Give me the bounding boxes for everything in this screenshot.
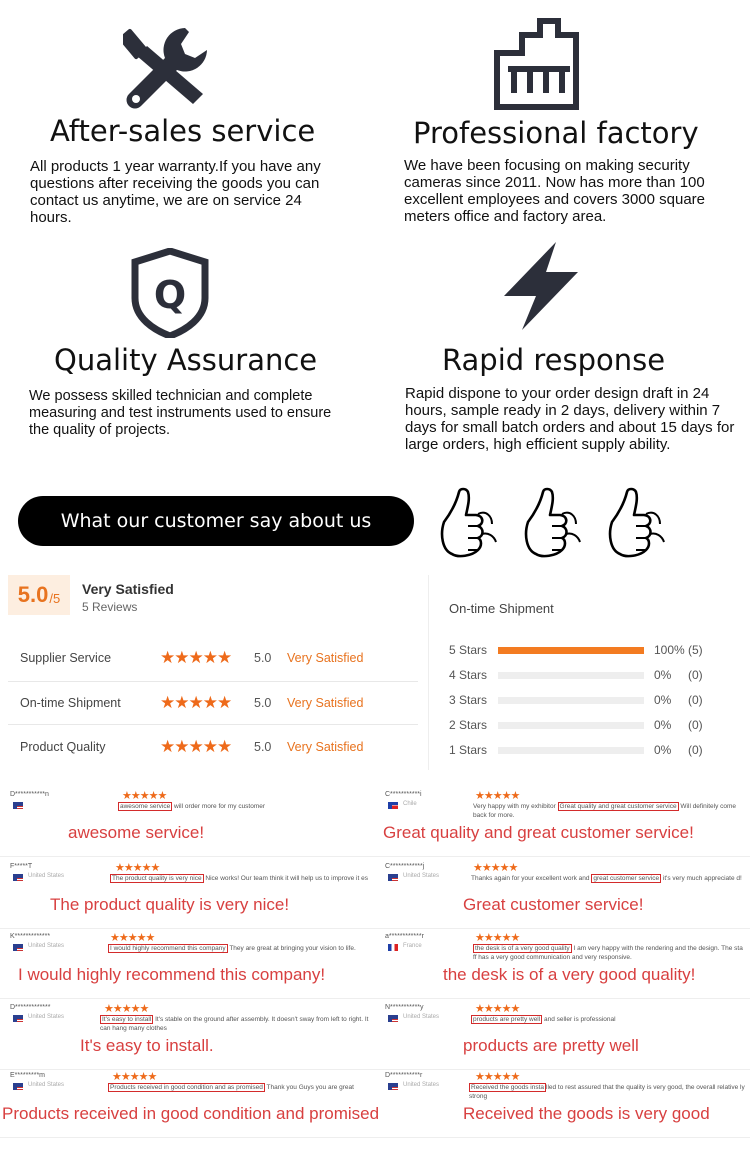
review-text-rest: They are great at bringing your vision to life. <box>227 945 356 952</box>
review-caption: It's easy to install. <box>80 1036 214 1055</box>
distribution-row <box>449 640 749 660</box>
divider <box>428 575 429 770</box>
review-card <box>0 927 375 999</box>
distribution-count: (0) <box>688 743 703 757</box>
review-stars: ★★★★★ <box>475 1003 520 1015</box>
review-text <box>118 802 370 820</box>
review-text-rest: Nice works! Our team think it will help us to improve it es <box>203 875 368 882</box>
review-highlight: products are pretty well <box>473 1016 541 1023</box>
review-caption: products are pretty well <box>463 1036 639 1055</box>
review-stars: ★★★★★ <box>475 932 520 944</box>
reviewer-name: a************r <box>385 933 424 940</box>
distribution-count: (0) <box>688 668 703 682</box>
distribution-label: 1 Stars <box>449 743 488 757</box>
review-text <box>471 874 745 892</box>
category-level: Very Satisfied <box>287 696 364 710</box>
review-text <box>108 1083 370 1101</box>
score-value: 5.0 <box>17 582 49 607</box>
thumbs-up-icon <box>442 489 496 556</box>
review-caption: Great quality and great customer service! <box>383 823 694 842</box>
distribution-count: (0) <box>688 693 703 707</box>
star-rating: ★★★★★ <box>160 693 232 712</box>
review-text-rest: It's stable on the ground after assembly. It doesn't sway from left to right. It can hang many clothes <box>100 1016 369 1032</box>
review-highlight: Products received in good condition and as promised <box>110 1084 263 1091</box>
category-name: On-time Shipment <box>20 696 121 710</box>
feature-description: We possess skilled technician and complete measuring and test instruments used to ensure the quality of projects. <box>29 388 332 438</box>
thumbs-up-group <box>432 478 682 568</box>
reviewer-name: E*********m <box>10 1072 46 1079</box>
feature-title: Quality Assurance <box>54 343 318 377</box>
review-text-rest: will order more for my customer <box>172 803 266 810</box>
distribution-label: 5 Stars <box>449 643 488 657</box>
country-flag-icon <box>388 944 398 951</box>
review-highlight: It's easy to install <box>102 1016 152 1023</box>
reviewer-country: France <box>403 943 422 949</box>
reviews-count: 5 Reviews <box>82 600 138 614</box>
reviewer-country: Chile <box>403 801 417 807</box>
review-card <box>0 785 375 857</box>
review-text-rest: Thank you Guys you are great <box>264 1084 354 1091</box>
review-card <box>375 1066 750 1138</box>
reviewer-name: D***********n <box>10 791 49 798</box>
reviewer-country: United States <box>28 873 65 879</box>
distribution-label: 2 Stars <box>449 718 488 732</box>
reviewer-country: United States <box>403 873 440 879</box>
score-max: /5 <box>49 590 61 606</box>
review-caption: Products received in good condition and promised <box>2 1104 380 1123</box>
review-card <box>375 927 750 999</box>
factory-icon <box>492 17 586 111</box>
review-text-rest: lled to rest assured that the quality is very good, the overall relative ly strong <box>469 1084 745 1100</box>
customer-reviews-banner: What our customer say about us <box>18 496 414 546</box>
country-flag-icon <box>388 1015 398 1022</box>
category-row <box>8 636 418 680</box>
review-text <box>469 1083 745 1101</box>
review-stars: ★★★★★ <box>115 862 160 874</box>
category-name: Product Quality <box>20 740 106 754</box>
thumbs-up-icon <box>526 489 580 556</box>
country-flag-icon <box>13 874 23 881</box>
review-text-rest: I am very happy with the rendering and the design. The sta ff has a very good communication and very responsive. <box>473 945 743 961</box>
category-level: Very Satisfied <box>287 740 364 754</box>
review-card <box>375 857 750 929</box>
distribution-percent: 0% <box>654 668 672 682</box>
distribution-bar <box>498 647 644 654</box>
feature-description: All products 1 year warranty.If you have any questions after receiving the goods you can contact us anytime, we are on service 24 hours. <box>30 158 321 226</box>
reviewer-name: C***********i <box>385 791 422 798</box>
review-stars: ★★★★★ <box>110 932 155 944</box>
distribution-row <box>449 715 749 735</box>
review-text-prefix: Very happy with my exhibitor <box>473 803 558 810</box>
distribution-row <box>449 665 749 685</box>
review-highlight: Received the goods insta <box>471 1084 544 1091</box>
tools-icon <box>123 22 213 112</box>
distribution-fill <box>498 647 644 654</box>
review-stars: ★★★★★ <box>475 790 520 802</box>
review-highlight: awesome service <box>120 803 171 810</box>
distribution-title: On-time Shipment <box>449 601 554 616</box>
distribution-bar <box>498 697 644 704</box>
distribution-percent: 0% <box>654 743 672 757</box>
distribution-label: 4 Stars <box>449 668 488 682</box>
star-rating: ★★★★★ <box>160 737 232 756</box>
star-rating: ★★★★★ <box>160 648 232 667</box>
review-caption: the desk is of a very good quality! <box>443 965 696 984</box>
distribution-row <box>449 690 749 710</box>
feature-title: Professional factory <box>413 116 699 150</box>
reviewer-country: United States <box>403 1082 440 1088</box>
review-card <box>0 1066 380 1138</box>
category-name: Supplier Service <box>20 651 112 665</box>
review-text-rest: it's very much appreciate d! <box>661 875 742 882</box>
review-highlight: The product quality is very nice <box>112 875 202 882</box>
review-highlight: Great quality and great customer service <box>559 803 677 810</box>
review-text <box>108 944 370 962</box>
distribution-label: 3 Stars <box>449 693 488 707</box>
feature-title: After-sales service <box>50 114 316 148</box>
thumbs-up-icon <box>610 489 664 556</box>
reviewer-country: United States <box>403 1014 440 1020</box>
rating-label: Very Satisfied <box>82 581 174 597</box>
lightning-icon <box>500 240 582 332</box>
country-flag-icon <box>13 1015 23 1022</box>
review-text-rest: and seller is professional <box>542 1016 616 1023</box>
review-highlight: the desk is of a very good quality <box>475 945 570 952</box>
country-flag-icon <box>13 802 23 809</box>
review-card <box>0 857 375 929</box>
distribution-bar <box>498 672 644 679</box>
distribution-count: (0) <box>688 718 703 732</box>
distribution-bar <box>498 747 644 754</box>
distribution-percent: 100% <box>654 643 685 657</box>
review-card <box>375 998 750 1070</box>
country-flag-icon <box>388 802 398 809</box>
review-caption: awesome service! <box>68 823 205 842</box>
review-highlight: great customer service <box>593 875 660 882</box>
reviewer-name: F*****T <box>10 863 33 870</box>
review-card <box>0 998 375 1070</box>
country-flag-icon <box>388 874 398 881</box>
review-text <box>473 802 745 820</box>
feature-title: Rapid response <box>442 343 666 377</box>
review-text-rest: Will definitely come back for more. <box>473 803 737 819</box>
category-row <box>8 725 418 769</box>
reviewer-name: C************j <box>385 863 425 870</box>
score-badge <box>8 575 70 615</box>
category-value: 5.0 <box>254 651 272 665</box>
category-level: Very Satisfied <box>287 651 364 665</box>
review-stars: ★★★★★ <box>473 862 518 874</box>
reviewer-name: N***********y <box>385 1004 424 1011</box>
review-stars: ★★★★★ <box>122 790 167 802</box>
review-stars: ★★★★★ <box>112 1071 157 1083</box>
reviewer-name: D************* <box>10 1004 51 1011</box>
review-caption: Great customer service! <box>463 895 644 914</box>
distribution-count: (5) <box>688 643 703 657</box>
feature-description: Rapid dispone to your order design draft in 24 hours, sample ready in 2 days, delivery within 7 days for small batch orders and about 15 days for large orders, high efficient supply ability. <box>405 385 735 453</box>
review-text <box>110 874 370 892</box>
country-flag-icon <box>13 944 23 951</box>
review-caption: Received the goods is very good <box>463 1104 710 1123</box>
review-stars: ★★★★★ <box>475 1071 520 1083</box>
category-value: 5.0 <box>254 696 272 710</box>
svg-text:Q: Q <box>153 273 187 317</box>
country-flag-icon <box>388 1083 398 1090</box>
rating-summary <box>8 575 750 770</box>
review-card <box>375 785 750 857</box>
review-caption: The product quality is very nice! <box>50 895 290 914</box>
review-highlight: I would highly recommend this company <box>110 945 226 952</box>
quality-shield-icon <box>131 248 209 338</box>
distribution-percent: 0% <box>654 693 672 707</box>
reviewer-country: United States <box>28 943 65 949</box>
category-value: 5.0 <box>254 740 272 754</box>
feature-description: We have been focusing on making security cameras since 2011. Now has more than 100 excellent employees and covers 3000 square meters office and factory area. <box>404 157 706 225</box>
reviewer-name: D***********r <box>385 1072 423 1079</box>
review-stars: ★★★★★ <box>104 1003 149 1015</box>
country-flag-icon <box>13 1083 23 1090</box>
review-text <box>471 1015 745 1033</box>
review-caption: I would highly recommend this company! <box>18 965 326 984</box>
category-row <box>8 681 418 725</box>
reviewer-country: United States <box>28 1082 65 1088</box>
review-text <box>100 1015 370 1033</box>
reviewer-country: United States <box>28 1014 65 1020</box>
review-text-prefix: Thanks again for your excellent work and <box>471 875 592 882</box>
reviewer-name: K************* <box>10 933 51 940</box>
distribution-percent: 0% <box>654 718 672 732</box>
review-text <box>473 944 745 962</box>
distribution-bar <box>498 722 644 729</box>
distribution-row <box>449 740 749 760</box>
